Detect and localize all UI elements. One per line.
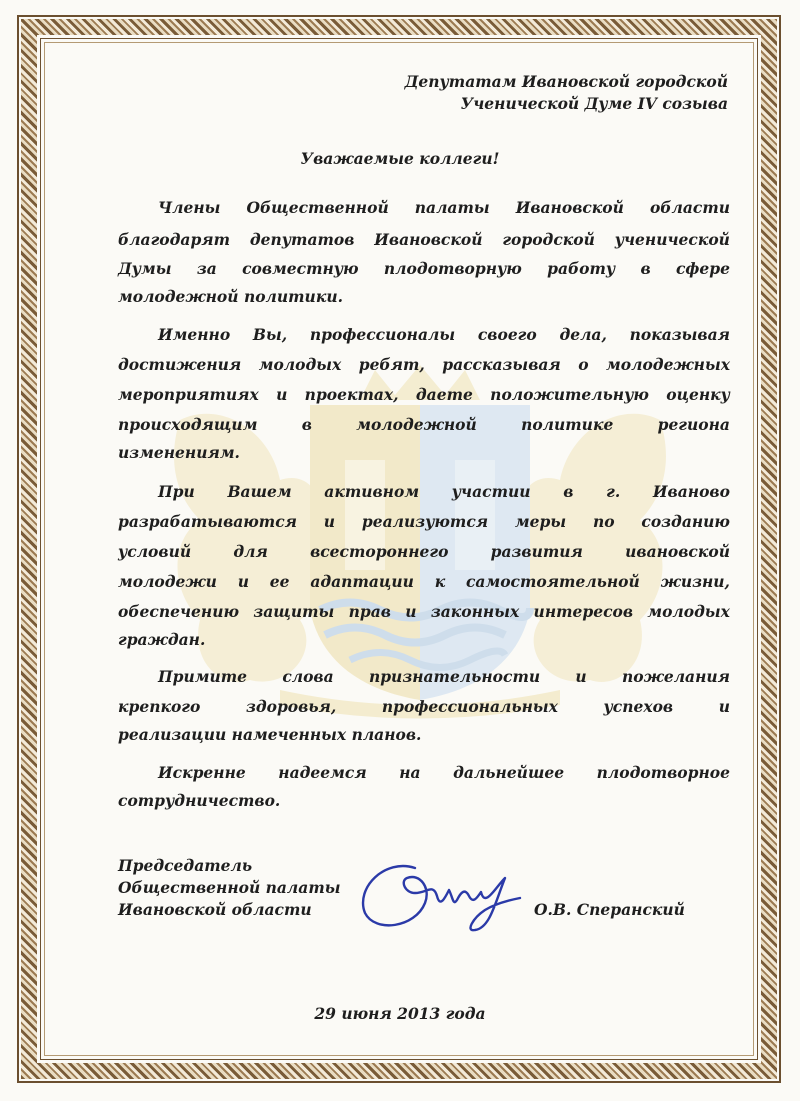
body-word: плодотворную [383,259,522,278]
body-word: дела, [559,325,607,344]
body-word: благодарят [118,230,231,249]
body-word: г. [606,482,621,501]
body-word: работу [547,259,616,278]
body-word: Искренне [158,763,246,782]
body-word: оценку [666,385,730,404]
body-line: граждан. [118,630,206,649]
body-word: Вы, [252,325,288,344]
body-word: дальнейшее [453,763,565,782]
body-word: ее [269,572,290,591]
body-word: интересов [533,602,634,621]
body-line [118,230,730,249]
body-word: депутатов [249,230,355,249]
body-word: региона [657,415,730,434]
body-word: всестороннего [310,542,449,561]
body-word: молодых [258,355,342,374]
body-line [158,482,730,501]
body-word: в [301,415,312,434]
body-word: реализуются [361,512,489,531]
body-line: сотрудничество. [118,791,281,810]
body-line [118,512,730,531]
handwritten-signature-icon [345,848,525,938]
body-word: на [399,763,421,782]
body-word: и [405,602,417,621]
body-word: совместную [242,259,359,278]
body-word: самостоятельной [465,572,640,591]
body-word: профессиональных [381,697,558,716]
body-word: условий [118,542,192,561]
body-word: Думы [118,259,172,278]
body-word: разрабатываются [118,512,297,531]
body-line [118,542,730,561]
signer-title-line-1: Председатель [118,856,253,875]
body-line [118,385,730,404]
body-word: прав [348,602,391,621]
body-line: реализации намеченных планов. [118,725,422,744]
body-word: проектах, [304,385,399,404]
body-word: слова [282,667,334,686]
body-word: адаптации [310,572,414,591]
body-word: политике [521,415,614,434]
body-word: ученической [614,230,730,249]
coat-of-arms-watermark-icon [160,360,680,720]
body-word: развития [490,542,583,561]
body-line: молодежной политики. [118,287,343,306]
body-word: даете [415,385,473,404]
body-word: обеспечению [118,602,239,621]
signer-title-line-3: Ивановской области [118,900,312,919]
body-word: плодотворное [596,763,730,782]
body-word: надеемся [278,763,367,782]
body-line [118,355,730,374]
body-word: палаты [414,198,490,217]
body-word: профессионалы [309,325,456,344]
body-word: Члены [158,198,221,217]
addressee-line-2: Ученической Думе IV созыва [460,94,728,113]
body-word: и [237,572,249,591]
body-word: по [592,512,615,531]
body-word: законных [430,602,520,621]
body-word: При [158,482,195,501]
body-word: и [718,697,730,716]
body-word: защиты [253,602,335,621]
body-word: молодежи [118,572,217,591]
body-word: городской [502,230,595,249]
body-word: Примите [158,667,248,686]
signer-name: О.В. Сперанский [534,900,685,919]
body-word: к [434,572,446,591]
body-word: сфере [675,259,730,278]
body-word: ребят, [358,355,425,374]
body-word: и [276,385,288,404]
body-word: о [578,355,589,374]
body-word: Вашем [227,482,292,501]
body-word: в [640,259,651,278]
body-line [158,325,730,344]
body-line [118,602,730,621]
body-word: и [575,667,587,686]
body-word: жизни, [660,572,730,591]
body-word: пожелания [621,667,730,686]
body-word: Иваново [652,482,730,501]
body-line [118,572,730,591]
body-word: в [563,482,574,501]
body-word: ивановской [625,542,730,561]
body-word: активном [324,482,420,501]
body-word: меры [514,512,567,531]
body-word: своего [477,325,537,344]
body-line [158,667,730,686]
body-word: успехов [603,697,674,716]
body-word: признательности [368,667,541,686]
body-word: за [196,259,217,278]
body-word: и [323,512,336,531]
body-line [118,697,730,716]
body-word: созданию [641,512,730,531]
body-word: молодых [647,602,730,621]
body-word: происходящим [118,415,258,434]
body-word: достижения [118,355,242,374]
body-line [158,763,730,782]
greeting: Уважаемые коллеги! [300,149,500,168]
body-word: участии [451,482,531,501]
body-line [158,198,730,217]
body-word: здоровья, [245,697,337,716]
body-word: области [649,198,730,217]
body-word: Ивановской [515,198,624,217]
body-word: крепкого [118,697,201,716]
signer-title-line-2: Общественной палаты [118,878,341,897]
body-word: положительную [490,385,649,404]
body-word: молодежной [356,415,477,434]
body-line [118,259,730,278]
addressee-line-1: Депутатам Ивановской городской [404,72,728,91]
body-word: Именно [158,325,231,344]
body-word: рассказывая [442,355,561,374]
body-line: изменениям. [118,443,240,462]
body-word: Ивановской [374,230,483,249]
body-line [118,415,730,434]
letter-date: 29 июня 2013 года [314,1004,486,1023]
body-word: для [233,542,268,561]
body-word: молодежных [606,355,730,374]
body-word: показывая [629,325,730,344]
body-word: мероприятиях [118,385,259,404]
body-word: Общественной [246,198,389,217]
